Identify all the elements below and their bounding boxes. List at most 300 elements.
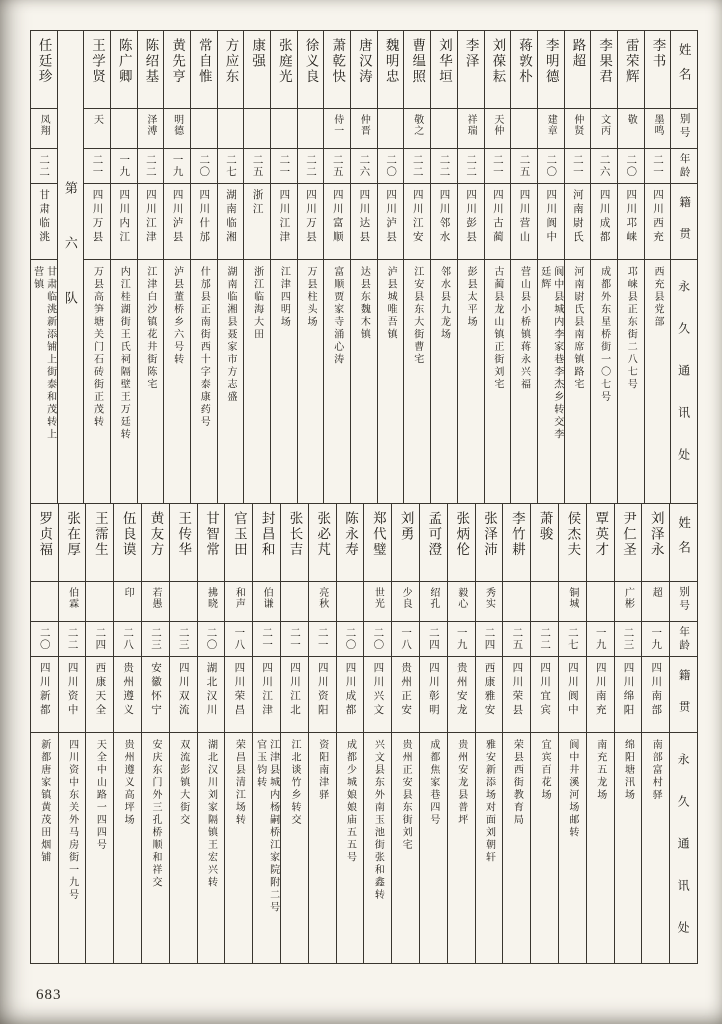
origin-text: 浙江: [251, 189, 263, 217]
person-column: [644, 31, 671, 503]
address-cell: [309, 733, 336, 963]
person-column: [141, 504, 169, 963]
name-text: 方应东: [223, 38, 239, 85]
person-column: [31, 31, 57, 503]
alias-cell: [511, 109, 537, 149]
name-cell: [271, 31, 297, 109]
address-cell: [364, 733, 391, 963]
age-cell: [191, 149, 217, 184]
age-text: 一九: [118, 154, 130, 178]
person-column: [537, 31, 564, 503]
origin-text: 四川江津: [261, 662, 273, 718]
name-cell: [138, 31, 164, 109]
name-cell: [142, 504, 169, 582]
alias-text: 伯霖: [66, 587, 78, 609]
roster-table-bottom: [30, 504, 698, 964]
alias-cell: [351, 109, 377, 149]
address-text: 兴文县东外南玉池街张和鑫转: [372, 739, 384, 902]
row-label-address: [671, 260, 697, 503]
age-cell: [218, 149, 244, 184]
address-cell: [503, 733, 530, 963]
name-text: 唐汉涛: [356, 38, 372, 85]
alias-text: 敬之: [411, 114, 423, 136]
alias-cell: [337, 582, 364, 622]
address-text: 贵州安龙县普坪: [455, 739, 467, 827]
address-cell: [485, 260, 511, 503]
address-text: 荣昌县清江场转: [233, 739, 245, 827]
address-cell: [31, 260, 57, 503]
origin-cell: [431, 184, 457, 260]
origin-text: 四川阆中: [545, 189, 557, 245]
name-text: 尹仁圣: [621, 511, 636, 558]
person-column: [308, 504, 336, 963]
alias-cell: [615, 582, 642, 622]
alias-cell: [364, 582, 391, 622]
origin-cell: [84, 184, 110, 260]
origin-text: 四川绵阳: [622, 662, 634, 718]
address-text: 达县东魏木镇: [358, 266, 370, 341]
alias-text: 墨鸣: [651, 114, 663, 136]
age-text: 二〇: [385, 154, 397, 178]
age-text: 二四: [483, 627, 495, 651]
age-text: 二五: [331, 154, 343, 178]
alias-cell: [142, 582, 169, 622]
origin-cell: [559, 657, 586, 733]
address-text: 湖北汉川刘家隔镇王宏兴转: [205, 739, 217, 889]
row-label-text: 别号: [678, 113, 690, 140]
origin-text: 四川营山: [518, 189, 530, 245]
age-cell: [458, 149, 484, 184]
age-cell: [378, 149, 404, 184]
name-cell: [615, 504, 642, 582]
row-label-origin: [670, 657, 697, 733]
name-text: 陈永寿: [343, 511, 359, 558]
person-column: [391, 504, 419, 963]
alias-cell: [218, 109, 244, 149]
address-cell: [253, 733, 280, 963]
alias-cell: [138, 109, 164, 149]
name-text: 伍良谟: [120, 511, 136, 558]
address-cell: [476, 733, 503, 963]
alias-cell: [538, 109, 564, 149]
origin-text: 四川宜宾: [539, 662, 551, 718]
origin-text: 四川新都: [38, 662, 50, 718]
address-text: 南充五龙场: [594, 739, 606, 802]
alias-text: 伯谦: [261, 587, 273, 609]
row-label-name: [670, 504, 697, 582]
address-text: 江北谈竹乡转交: [288, 739, 300, 827]
alias-cell: [485, 109, 511, 149]
origin-cell: [404, 184, 430, 260]
name-text: 刘华垣: [436, 38, 452, 85]
age-cell: [337, 622, 364, 657]
row-label-text: 籍贯: [677, 669, 690, 732]
age-cell: [324, 149, 350, 184]
name-cell: [364, 504, 391, 582]
age-cell: [559, 622, 586, 657]
name-cell: [164, 31, 190, 109]
team-label-text: 第六队: [62, 181, 78, 346]
age-text: 二一: [91, 154, 103, 178]
row-label-age: [670, 622, 697, 657]
alias-cell: [31, 109, 57, 149]
name-text: 张在厚: [65, 511, 81, 558]
address-cell: [86, 733, 113, 963]
name-text: 侯杰夫: [565, 511, 581, 558]
address-cell: [351, 260, 377, 503]
person-column: [197, 504, 225, 963]
origin-cell: [420, 657, 447, 733]
age-text: 二六: [358, 154, 370, 178]
alias-cell: [191, 109, 217, 149]
age-text: 二〇: [38, 627, 50, 651]
age-text: 一八: [400, 627, 412, 651]
name-text: 张必芃: [315, 511, 331, 558]
address-text: 贵州遵义高坪场: [122, 739, 134, 827]
name-cell: [476, 504, 503, 582]
alias-text: 世光: [372, 587, 384, 609]
alias-cell: [531, 582, 558, 622]
person-column: [31, 504, 58, 963]
name-text: 孟可澄: [426, 511, 442, 558]
person-column: [419, 504, 447, 963]
address-cell: [420, 733, 447, 963]
age-text: 一九: [455, 627, 467, 651]
address-text: 阆中县城内李家巷李杰乡转交李廷辉: [538, 266, 563, 441]
name-text: 王霈生: [92, 511, 108, 558]
row-label-text: 永久通讯处: [676, 280, 691, 490]
alias-cell: [448, 582, 475, 622]
address-cell: [587, 733, 614, 963]
name-cell: [198, 504, 225, 582]
alias-cell: [59, 582, 86, 622]
name-cell: [86, 504, 113, 582]
person-column: [564, 31, 591, 503]
age-cell: [59, 622, 86, 657]
name-cell: [59, 504, 86, 582]
origin-cell: [271, 184, 297, 260]
address-text: 浙江临海大田: [251, 266, 263, 341]
row-label-alias: [670, 582, 697, 622]
age-text: 二二: [438, 154, 450, 178]
alias-cell: [198, 582, 225, 622]
name-text: 李竹耕: [509, 511, 525, 558]
origin-text: 四川阆中: [566, 662, 578, 718]
origin-cell: [531, 657, 558, 733]
origin-cell: [225, 657, 252, 733]
origin-cell: [511, 184, 537, 260]
origin-text: 四川内江: [118, 189, 130, 245]
person-column: [336, 504, 364, 963]
name-text: 李泽: [463, 38, 479, 69]
name-text: 曹缊照: [410, 38, 426, 85]
person-column: [224, 504, 252, 963]
address-cell: [559, 733, 586, 963]
name-text: 张长吉: [287, 511, 303, 558]
name-text: 封昌和: [259, 511, 275, 558]
alias-cell: [271, 109, 297, 149]
origin-cell: [503, 657, 530, 733]
age-text: 二五: [251, 154, 263, 178]
origin-text: 四川资中: [66, 662, 78, 718]
alias-cell: [378, 109, 404, 149]
origin-text: 甘肃临洮: [38, 189, 50, 245]
alias-text: 少良: [400, 587, 412, 609]
name-text: 张庭光: [276, 38, 292, 85]
alias-text: 秀实: [483, 587, 495, 609]
origin-text: 四川江安: [411, 189, 423, 245]
alias-text: 仲贤: [571, 114, 583, 136]
age-cell: [86, 622, 113, 657]
alias-cell: [324, 109, 350, 149]
alias-cell: [84, 109, 110, 149]
alias-cell: [114, 582, 141, 622]
address-text: 绵阳塘汛场: [622, 739, 634, 802]
origin-cell: [642, 657, 669, 733]
origin-cell: [253, 657, 280, 733]
address-cell: [448, 733, 475, 963]
age-cell: [503, 622, 530, 657]
age-cell: [587, 622, 614, 657]
origin-text: 四川南充: [594, 662, 606, 718]
address-text: 宜宾百花场: [539, 739, 551, 802]
origin-cell: [198, 657, 225, 733]
page-number: 683: [36, 987, 62, 1003]
name-text: 李书: [650, 38, 666, 69]
person-column: [190, 31, 217, 503]
origin-cell: [298, 184, 324, 260]
origin-text: 四川成都: [344, 662, 356, 718]
age-text: 二四: [94, 627, 106, 651]
alias-text: 广彬: [622, 587, 634, 609]
alias-text: 绍孔: [427, 587, 439, 609]
address-cell: [565, 260, 591, 503]
age-text: 二三: [149, 627, 161, 651]
address-text: 江津四明场: [278, 266, 290, 329]
person-column: [270, 31, 297, 503]
address-text: 双流彭镇大街交: [177, 739, 189, 827]
origin-cell: [618, 184, 644, 260]
person-column: [457, 31, 484, 503]
address-text: 贵州正安县东街刘宅: [400, 739, 412, 852]
address-cell: [59, 733, 86, 963]
address-text: 雅安新添场对面刘朝轩: [483, 739, 495, 864]
name-text: 刘勇: [398, 511, 414, 542]
address-text: 资阳南津驿: [316, 739, 328, 802]
age-text: 二四: [427, 627, 439, 651]
person-column: [363, 504, 391, 963]
person-column: [58, 504, 86, 963]
address-cell: [645, 260, 671, 503]
name-cell: [111, 31, 137, 109]
age-cell: [642, 622, 669, 657]
alias-text: 明德: [171, 114, 183, 136]
team-label: [58, 31, 84, 503]
name-cell: [31, 504, 58, 582]
alias-cell: [591, 109, 617, 149]
person-column: [217, 31, 244, 503]
age-text: 二三: [177, 627, 189, 651]
address-cell: [392, 733, 419, 963]
origin-cell: [31, 657, 58, 733]
age-text: 二二: [305, 154, 317, 178]
age-cell: [531, 622, 558, 657]
name-cell: [324, 31, 350, 109]
address-text: 天全中山路一四四号: [94, 739, 106, 852]
age-cell: [298, 149, 324, 184]
alias-text: 铜城: [566, 587, 578, 609]
alias-cell: [309, 582, 336, 622]
name-cell: [392, 504, 419, 582]
name-text: 刘泽永: [648, 511, 664, 558]
alias-cell: [565, 109, 591, 149]
name-cell: [458, 31, 484, 109]
person-column: [83, 31, 110, 503]
person-column: [530, 504, 558, 963]
alias-cell: [225, 582, 252, 622]
alias-cell: [431, 109, 457, 149]
age-cell: [448, 622, 475, 657]
person-column: [137, 31, 164, 503]
address-cell: [138, 260, 164, 503]
row-label-name: [671, 31, 697, 109]
age-cell: [615, 622, 642, 657]
age-cell: [31, 622, 58, 657]
name-cell: [253, 504, 280, 582]
person-column: [641, 504, 669, 963]
row-label-text: 年龄: [678, 625, 690, 653]
address-text: 邻水县九龙场: [438, 266, 450, 341]
origin-cell: [309, 657, 336, 733]
origin-text: 四川什邡: [198, 189, 210, 245]
address-cell: [531, 733, 558, 963]
origin-text: 四川成都: [598, 189, 610, 245]
age-cell: [392, 622, 419, 657]
origin-text: 四川邻水: [438, 189, 450, 245]
age-text: 一八: [233, 627, 245, 651]
alias-text: 和声: [233, 587, 245, 609]
alias-text: 祥瑞: [465, 114, 477, 136]
name-cell: [114, 504, 141, 582]
age-cell: [565, 149, 591, 184]
address-text: 什邡县正南街西十字泰康药号: [198, 266, 210, 429]
address-cell: [198, 733, 225, 963]
age-text: 二一: [288, 627, 300, 651]
address-cell: [458, 260, 484, 503]
alias-text: 超: [650, 587, 662, 598]
alias-cell: [86, 582, 113, 622]
address-text: 泸县城唯吾镇: [385, 266, 397, 341]
origin-text: 四川富顺: [331, 189, 343, 245]
alias-cell: [164, 109, 190, 149]
address-cell: [404, 260, 430, 503]
row-label-text: 年龄: [678, 152, 690, 180]
name-cell: [448, 504, 475, 582]
row-label-text: 永久通讯处: [676, 753, 691, 963]
alias-cell: [559, 582, 586, 622]
age-text: 二一: [491, 154, 503, 178]
origin-text: 湖南临湘: [224, 189, 236, 245]
origin-text: 贵州遵义: [122, 662, 134, 718]
origin-cell: [351, 184, 377, 260]
address-cell: [378, 260, 404, 503]
origin-text: 四川彭县: [465, 189, 477, 245]
address-text: 万县高笋塘关门石砖街正茂转: [91, 266, 103, 429]
alias-text: 毅心: [455, 587, 467, 609]
name-cell: [225, 504, 252, 582]
address-cell: [271, 260, 297, 503]
age-text: 二七: [566, 627, 578, 651]
origin-cell: [458, 184, 484, 260]
address-text: 湖南临湘县聂家市方志盛: [224, 266, 236, 404]
alias-text: 凤翔: [38, 114, 50, 136]
origin-text: 四川资阳: [316, 662, 328, 718]
header-column: [669, 504, 697, 963]
address-text: 江津县城内杨嗣桥江家院附二号官玉钧转: [254, 739, 279, 914]
address-text: 邛崃县正东街二八七号: [625, 266, 637, 391]
alias-text: 泽溥: [144, 114, 156, 136]
age-text: 二八: [122, 627, 134, 651]
origin-text: 四川荣县: [511, 662, 523, 718]
name-cell: [431, 31, 457, 109]
origin-text: 四川江津: [144, 189, 156, 245]
name-text: 萧乾快: [330, 38, 346, 85]
alias-text: 仲晋: [358, 114, 370, 136]
alias-cell: [404, 109, 430, 149]
origin-cell: [111, 184, 137, 260]
origin-text: 四川南部: [650, 662, 662, 718]
name-text: 陈广卿: [116, 38, 132, 85]
address-cell: [84, 260, 110, 503]
name-cell: [531, 504, 558, 582]
name-text: 甘智常: [204, 511, 220, 558]
origin-cell: [337, 657, 364, 733]
alias-cell: [170, 582, 197, 622]
address-text: 成都外东星桥街一〇七号: [598, 266, 610, 404]
person-column: [430, 31, 457, 503]
address-text: 新都唐家镇黄茂田烟铺: [38, 739, 50, 864]
address-cell: [591, 260, 617, 503]
person-column: [113, 504, 141, 963]
age-text: 二二: [38, 154, 50, 178]
name-text: 康强: [250, 38, 266, 69]
address-text: 安庆东门外三孔桥顺和祥交: [149, 739, 161, 889]
person-column: [447, 504, 475, 963]
name-text: 官玉田: [231, 511, 247, 558]
row-label-text: 别号: [678, 586, 690, 613]
origin-cell: [645, 184, 671, 260]
person-column: [614, 504, 642, 963]
person-column: [377, 31, 404, 503]
address-text: 甘肃临洮新添铺上街泰和茂转上营镇: [31, 266, 56, 441]
age-text: 一九: [594, 627, 606, 651]
alias-cell: [476, 582, 503, 622]
origin-text: 四川江津: [278, 189, 290, 245]
origin-cell: [31, 184, 57, 260]
person-column: [169, 504, 197, 963]
address-text: 江津白沙镇花井街陈宅: [144, 266, 156, 391]
name-cell: [281, 504, 308, 582]
name-text: 李果君: [597, 38, 613, 85]
origin-text: 河南尉氏: [571, 189, 583, 245]
alias-text: 天仲: [491, 114, 503, 136]
age-text: 二二: [411, 154, 423, 178]
alias-text: 亮秋: [316, 587, 328, 609]
age-cell: [170, 622, 197, 657]
alias-text: 拂晓: [205, 587, 217, 609]
age-cell: [84, 149, 110, 184]
address-cell: [615, 733, 642, 963]
